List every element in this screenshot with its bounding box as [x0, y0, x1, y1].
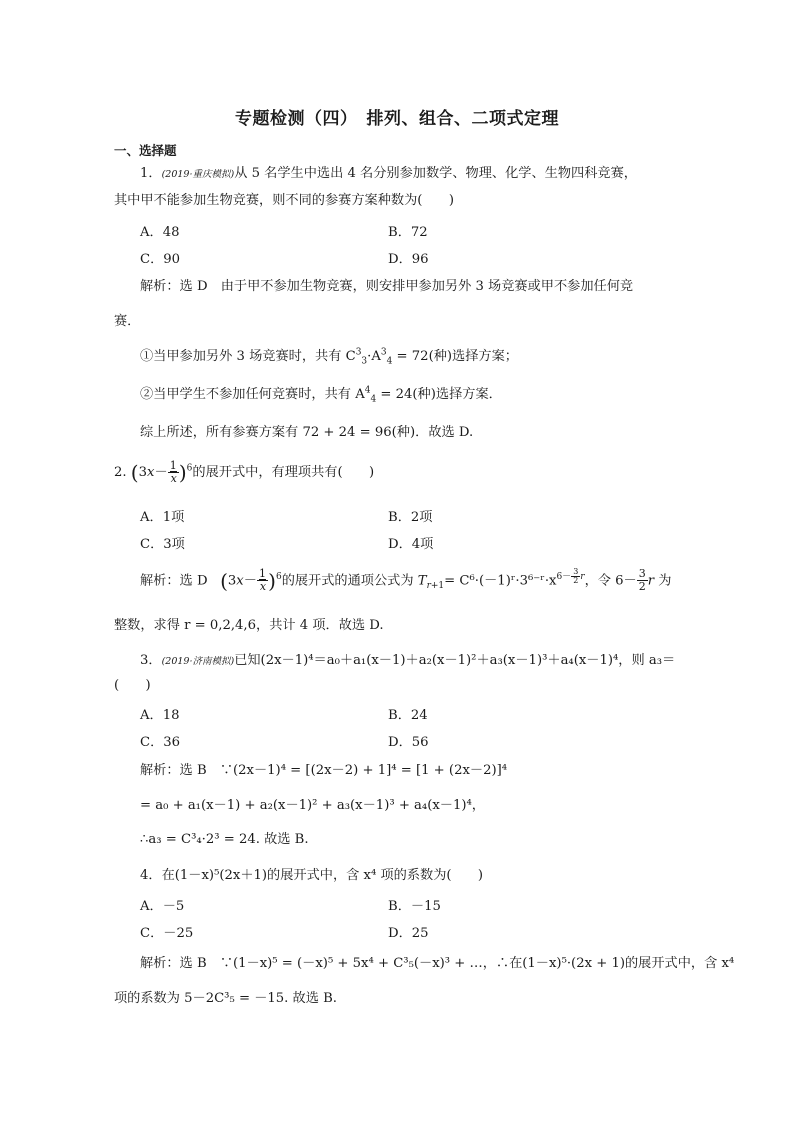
question-2-stem: 2. (3x－ $\frac{1}{x}$ )$^6$的展开式中，有理项共有( ) [114, 459, 375, 485]
question-1-summary: 综上所述，所有参赛方案有 72 + 24 = 96(种)．故选 D. [140, 425, 474, 440]
question-1-source: (2019·重庆模拟) [161, 169, 235, 180]
question-1-option-b: B．72 [388, 225, 428, 240]
question-2-option-d: D．4项 [388, 537, 434, 552]
question-4-option-c: C．－25 [140, 926, 194, 941]
page-title: 专题检测（四） 排列、组合、二项式定理 [235, 109, 559, 129]
section-heading: 一、选择题 [114, 143, 177, 158]
question-1-case-2: ②当甲学生不参加任何竞赛时，共有 $A^4_4 = 24$(种)选择方案． [140, 385, 502, 405]
question-2-solution: 解析：选 D (3x－ $\frac{1}{x}$ )$^6$的展开式的通项公式为 $T_{r+1}=$ $C^6\cdot(-1)ʳ\cdot 3^{6-}ʳ\cdot x^{6- \frac{3}{2} r}$，令 6－ $\frac{3}{2}$ r 为 [140, 567, 672, 594]
question-1-case-1: ①当甲参加另外 3 场竞赛时，共有 $C^3_3\cdot A^3_4 = 72$(种)选择方案； [140, 347, 518, 367]
question-3-solution-line3: ∴a₃ = C³₄·2³ = 24. 故选 B. [140, 832, 309, 847]
question-1-option-d: D．96 [388, 252, 429, 267]
question-1-stem: 1．(2019·重庆模拟)从 5 名学生中选出 4 名分别参加数学、物理、化学、生物四科竞赛， [140, 166, 637, 181]
question-1-option-a: A．48 [140, 225, 180, 240]
question-2-option-c: C．3项 [140, 537, 185, 552]
question-4-solution-line2: 项的系数为 5－2C³₅ = －15. 故选 B. [114, 991, 337, 1006]
question-4-option-d: D．25 [388, 926, 429, 941]
question-1-solution: 解析：选 D 由于甲不参加生物竞赛，则安排甲参加另外 3 场竞赛或甲不参加任何竞 [140, 279, 634, 294]
question-2-solution-line2: 整数，求得 r = 0,2,4,6，共计 4 项．故选 D. [114, 618, 384, 633]
question-4-stem: 4．在(1－x)⁵(2x＋1)的展开式中，含 x⁴ 项的系数为( ) [140, 868, 484, 883]
question-1-solution-line2: 赛． [114, 314, 141, 329]
question-2-option-a: A．1项 [140, 510, 185, 525]
question-1-stem-line2: 其中甲不能参加生物竞赛，则不同的参赛方案种数为( ) [114, 193, 454, 208]
question-3-solution: 解析：选 B ∵(2x－1)⁴ = [(2x－2) + 1]⁴ = [1 + (2x－2)]⁴ [140, 763, 508, 778]
question-2-option-b: B．2项 [388, 510, 433, 525]
question-1-option-c: C．90 [140, 252, 181, 267]
question-4-option-a: A．－5 [140, 899, 185, 914]
question-3-option-d: D．56 [388, 735, 429, 750]
question-3-option-b: B．24 [388, 708, 428, 723]
question-3-source: (2019·济南模拟) [161, 656, 235, 667]
question-4-option-b: B．－15 [388, 899, 441, 914]
question-4-solution: 解析：选 B ∵(1－x)⁵ = (－x)⁵ + 5x⁴ + C³₅(－x)³ + …，∴在(1－x)⁵·(2x + 1)的展开式中，含 x⁴ [140, 956, 735, 971]
question-3-solution-line2: = a₀ + a₁(x－1) + a₂(x－1)² + a₃(x－1)³ + a₄(x－1)⁴， [140, 798, 485, 813]
question-3-option-a: A．18 [140, 708, 180, 723]
question-3-stem: 3．(2019·济南模拟)已知(2x－1)⁴＝a₀＋a₁(x－1)＋a₂(x－1)²＋a₃(x－1)³＋a₄(x－1)⁴，则 a₃＝ [140, 653, 676, 668]
question-3-option-c: C．36 [140, 735, 181, 750]
question-3-stem-line2: ( ) [114, 678, 151, 693]
binomial-expression: (3x－ $\frac{1}{x}$ )$^6$ [130, 459, 193, 485]
